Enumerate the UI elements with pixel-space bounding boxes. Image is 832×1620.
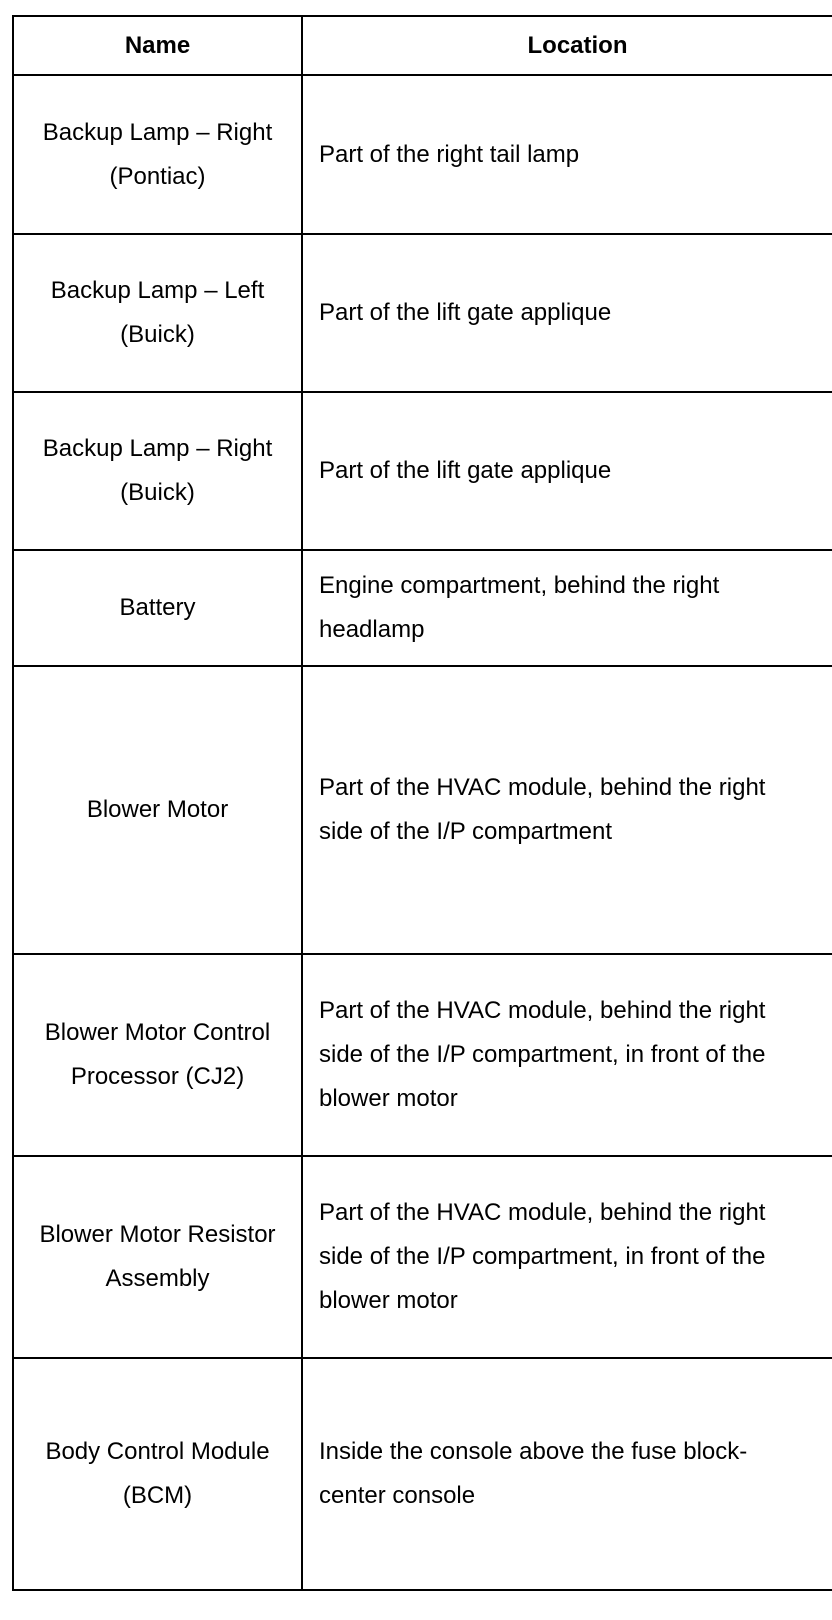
component-location: Part of the HVAC module, behind the right side of the I/P compartment, in front of the blower motor — [302, 954, 832, 1156]
component-name: Body Control Module (BCM) — [13, 1358, 302, 1590]
component-location: Part of the lift gate applique — [302, 392, 832, 550]
table-row — [13, 550, 832, 666]
table-row — [13, 392, 832, 550]
component-name: Backup Lamp – Right (Buick) — [13, 392, 302, 550]
component-name: Backup Lamp – Right (Pontiac) — [13, 75, 302, 234]
component-location: Part of the HVAC module, behind the right side of the I/P compartment — [302, 666, 832, 954]
component-name: Blower Motor Resistor Assembly — [13, 1156, 302, 1358]
component-name: Blower Motor — [13, 666, 302, 954]
component-location: Part of the lift gate applique — [302, 234, 832, 392]
name-column-header: Name — [13, 16, 302, 75]
table-row — [13, 75, 832, 234]
location-column-header: Location — [302, 16, 832, 75]
table-row — [13, 954, 832, 1156]
table-row — [13, 234, 832, 392]
component-name: Backup Lamp – Left (Buick) — [13, 234, 302, 392]
table-row — [13, 1358, 832, 1590]
component-location: Part of the right tail lamp — [302, 75, 832, 234]
component-location-table — [12, 15, 832, 1591]
component-name: Battery — [13, 550, 302, 666]
component-location: Inside the console above the fuse block-center console — [302, 1358, 832, 1590]
table-row — [13, 1156, 832, 1358]
component-location: Engine compartment, behind the right headlamp — [302, 550, 832, 666]
table-row — [13, 666, 832, 954]
header-row — [13, 16, 832, 75]
component-location: Part of the HVAC module, behind the right side of the I/P compartment, in front of the blower motor — [302, 1156, 832, 1358]
component-name: Blower Motor Control Processor (CJ2) — [13, 954, 302, 1156]
